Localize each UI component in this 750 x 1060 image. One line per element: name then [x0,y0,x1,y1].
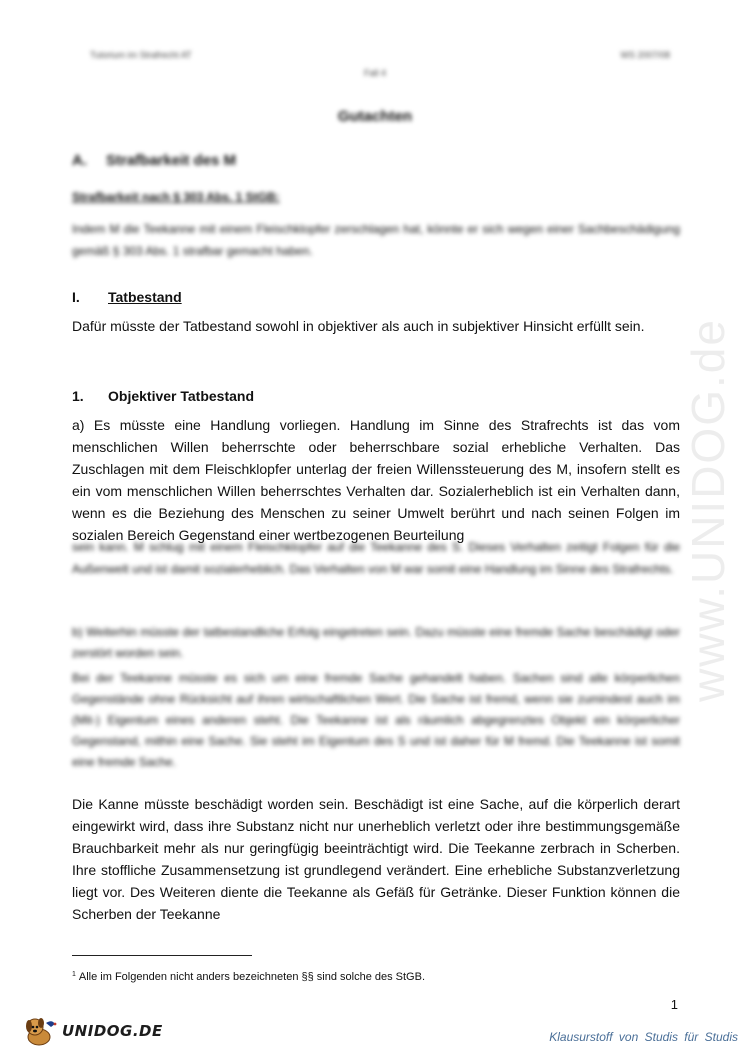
intro-paragraph: Indem M die Teekanne mit einem Fleischklopfer zerschlagen hat, könnte er sich wegen einer Sachbeschädigung gemäß § 303 Abs. 1 strafbar gemacht haben. [72,222,680,258]
section-1-label: 1. [72,388,84,404]
section-a-label: A. [72,152,87,169]
paragraph-fremde-sache: Bei der Teekanne müsste es sich um eine fremde Sache gehandelt haben. Sachen sind alle körperlichen Gegenstände ohne Rücksicht auf ihren wirtschaftlichen Wert. Die Sache ist fremd, wenn sie zumindest auch im (Mit-) Eigentum eines anderen steht. Die Teekanne ist als räumlich abgegrenztes Objekt ein körperlicher Gegenstand, mithin eine Sache. Sie steht im Eigentum des S und ist daher für M fremd. Die Teekanne ist somit eine fremde Sache. [72,671,680,769]
watermark: www.UNIDOG.de [682,318,734,702]
section-i-text: Tatbestand [108,289,182,305]
document-title: Gutachten [337,108,413,125]
header-center: Fall 4 [363,68,386,78]
paragraph-erfolg: b) Weiterhin müsste der tatbestandliche Erfolg eingetreten sein. Dazu müsste eine fremde Sache beschädigt oder zerstört worden sein. [72,625,680,660]
paragraph-handlung-continued: sein kann. M schlug mit einem Fleischklopfer auf die Teekanne des S. Dieses Verhalten zeitigt Folgen für die Außenwelt und ist damit sozialerheblich. Das Verhalten von M war somit eine Handlung im Sinne des Strafrechts. [72,540,680,576]
unidog-logo[interactable] [24,1014,163,1048]
footer-tagline: Klausurstoff von Studis für Studis [549,1030,738,1044]
header-right: WS 2007/08 [620,50,670,60]
logo-text: UNIDOG.DE [62,1022,163,1040]
header-left: Tutorium im Strafrecht AT [90,50,192,60]
footnote-rule [72,955,252,956]
page-number: 1 [670,997,678,1012]
footnote [72,971,425,983]
paragraph-tatbestand: Dafür müsste der Tatbestand sowohl in objektiver als auch in subjektiver Hinsicht erfüllt sein. [72,318,645,334]
footnote-text: Alle im Folgenden nicht anders bezeichneten §§ sind solche des StGB. [78,971,426,983]
footnote-marker: 1 [72,971,76,978]
dog-icon [24,1015,58,1047]
paragraph-handlung: a) Es müsste eine Handlung vorliegen. Handlung im Sinne des Strafrechts ist das vom menschlichen Willen beherrschte oder beherrschbare sozial erhebliche Verhalten. Das Zuschlagen mit dem Fleischklopfer unterlag der freien Willenssteuerung des M, insofern stellt es ein vom menschlichen Willen beherrschtes Verhalten dar. Sozialerheblich ist ein Verhalten dann, wenn es die Beziehung des Menschen zu seiner Umwelt berührt und nach seinen Folgen im sozialen Bereich Gegenstand einer wertbezogenen Beurteilung [72,417,680,543]
section-a-text: Strafbarkeit des M [106,152,237,169]
section-i-label: I. [72,289,80,305]
section-a-heading [72,152,236,169]
paragraph-beschaedigung: Die Kanne müsste beschädigt worden sein. Beschädigt ist eine Sache, auf die körperlich derart eingewirkt wird, dass ihre Substanz nicht nur unerheblich verletzt oder ihre bestimmungsgemäße Brauchbarkeit mehr als nur geringfügig beeinträchtigt wird. Die Teekanne zerbrach in Scherben. Ihre stoffliche Zusammensetzung ist grundlegend verändert. Eine erhebliche Substanzverletzung liegt vor. Des Weiteren diente die Teekanne als Gefäß für Getränke. Dieser Funktion können die Scherben der Teekanne [72,796,680,922]
section-1-text: Objektiver Tatbestand [108,388,255,404]
section-1-heading [72,388,254,404]
section-i-heading [72,289,182,305]
sub-heading: Strafbarkeit nach § 303 Abs. 1 StGB: [72,190,280,204]
